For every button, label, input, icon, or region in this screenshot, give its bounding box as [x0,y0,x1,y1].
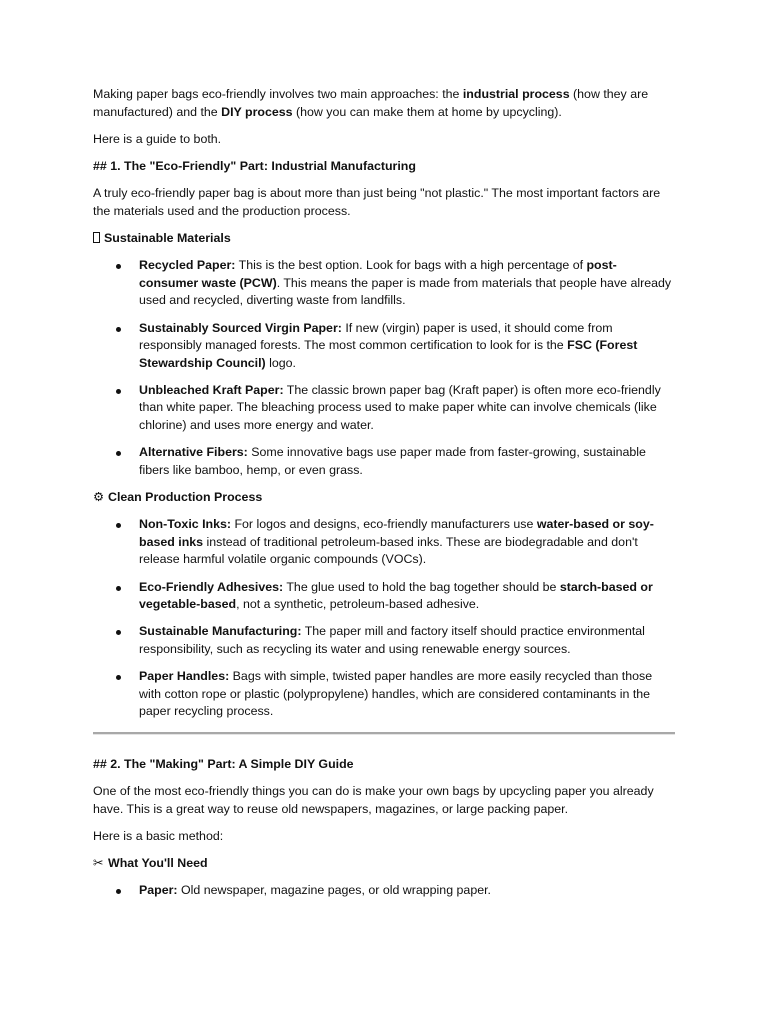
list-item: Sustainable Manufacturing: The paper mill and factory itself should practice environmental responsibility, such as recycling its water and using renewable energy sources. [139,623,675,658]
document-page [93,86,675,909]
section1-heading: ## 1. The "Eco-Friendly" Part: Industrial Manufacturing [93,158,416,173]
scissors-icon: ✂ [93,856,104,871]
list-item: Non-Toxic Inks: For logos and designs, eco-friendly manufacturers use water-based or soy-based inks instead of traditional petroleum-based inks. These are biodegradable and don't release harmful volatile organic compounds (VOCs). [139,516,675,569]
list-item: Alternative Fibers: Some innovative bags use paper made from faster-growing, sustainable fibers like bamboo, hemp, or even grass. [139,444,675,479]
list-item: Unbleached Kraft Paper: The classic brown paper bag (Kraft paper) is often more eco-friendly than white paper. The bleaching process used to make paper white can involve chemicals (like chlorine) and uses more energy and water. [139,382,675,435]
section2-intro: One of the most eco-friendly things you can do is make your own bags by upcycling paper you already have. This is a great way to reuse old newspapers, magazines, or large packing paper. [93,784,654,816]
list-item: Sustainably Sourced Virgin Paper: If new (virgin) paper is used, it should come from responsibly managed forests. The most common certification to look for is the FSC (Forest Stewardship Council) logo. [139,320,675,373]
materials-list [93,257,675,479]
list-item: Recycled Paper: This is the best option. Look for bags with a high percentage of post-consumer waste (PCW). This means the paper is made from materials that people have already used and recycled, diverting waste from landfills. [139,257,675,310]
missing-glyph-icon [93,232,100,243]
horizontal-divider [93,732,675,735]
list-item: Eco-Friendly Adhesives: The glue used to hold the bag together should be starch-based or vegetable-based, not a synthetic, petroleum-based adhesive. [139,579,675,614]
gear-icon: ⚙ [93,490,105,505]
production-heading: ⚙ Clean Production Process [93,489,675,507]
section1-intro: A truly eco-friendly paper bag is about more than just being "not plastic." The most important factors are the materials used and the production process. [93,186,661,218]
needs-list [93,882,675,900]
list-item: Paper: Old newspaper, magazine pages, or old wrapping paper. [139,882,675,900]
needs-heading: ✂ What You'll Need [93,855,675,873]
intro-guide-line: Here is a guide to both. [93,131,222,146]
section2-heading: ## 2. The "Making" Part: A Simple DIY Guide [93,756,354,771]
list-item: Paper Handles: Bags with simple, twisted paper handles are more easily recycled than those with cotton rope or plastic (polypropylene) handles, which are considered contaminants in the paper recycling process. [139,668,675,721]
method-line: Here is a basic method: [93,828,224,843]
intro-paragraph: Making paper bags eco-friendly involves two main approaches: the industrial process (how they are manufactured) and the DIY process (how you can make them at home by upcycling). [93,87,649,119]
production-list [93,516,675,721]
materials-heading: Sustainable Materials [93,230,675,248]
